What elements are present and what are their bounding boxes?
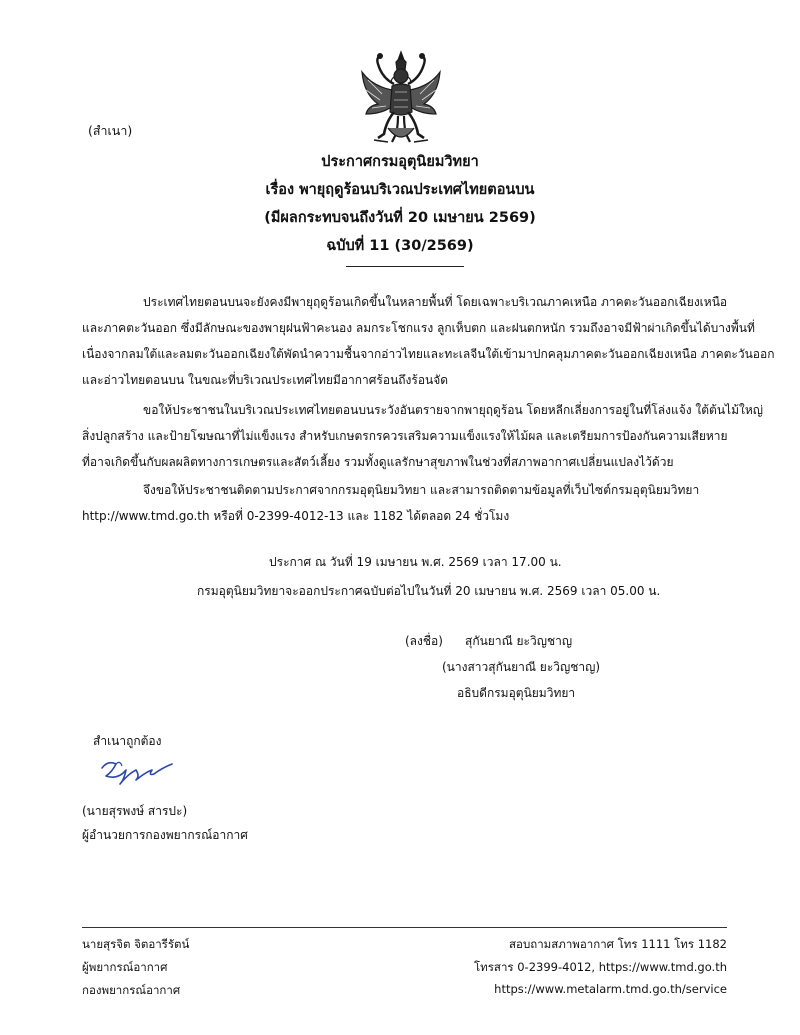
body-paragraph-1 (0, 290, 800, 400)
footer-hotline: สอบถามสภาพอากาศ โทร 1111 โทร 1182 (509, 937, 727, 951)
paragraph-line: ประเทศไทยตอนบนจะยังคงมีพายุฤดูร้อนเกิดขึ้นในหลายพื้นที่ โดยเฉพาะบริเวณภาคเหนือ ภาคตะวันออกเฉียงเหนือ (143, 295, 728, 309)
footer-division: กองพยากรณ์อากาศ (82, 983, 181, 997)
signatory-position: อธิบดีกรมอุตุนิยมวิทยา (457, 686, 576, 700)
announcement-subject: เรื่อง พายุฤดูร้อนบริเวณประเทศไทยตอนบน (265, 182, 535, 198)
signatory-full-name: (นางสาวสุกันยาณี ยะวิญชาญ) (442, 660, 601, 674)
paragraph-line: สิ่งปลูกสร้าง และป้ายโฆษณาที่ไม่แข็งแรง สำหรับเกษตรกรควรเสริมความแข็งแรงให้ไม้ผล และเตรียมการป้องกันความเสียหาย (82, 429, 728, 443)
title-underline (346, 266, 464, 267)
paragraph-line: เนื่องจากลมใต้และลมตะวันออกเฉียงใต้พัดนำความชื้นจากอ่าวไทยและทะเลจีนใต้เข้ามาปกคลุมภาคตะวันออกเฉียงเหนือ ภาคตะวันออก (82, 347, 775, 361)
contact-line: http://www.tmd.go.th หรือที่ 0-2399-4012-13 และ 1182 ได้ตลอด 24 ชั่วโมง (82, 509, 510, 523)
paragraph-line: ขอให้ประชาชนในบริเวณประเทศไทยตอนบนระวังอันตรายจากพายุฤดูร้อน โดยหลีกเลี่ยงการอยู่ในที่โล่งแจ้ง ใต้ต้นไม้ใหญ่ (143, 403, 763, 417)
certifier-name: (นายสุรพงษ์ สารปะ) (82, 804, 188, 818)
announcement-effect: (มีผลกระทบจนถึงวันที่ 20 เมษายน 2569) (264, 210, 536, 226)
footer-divider (82, 927, 727, 928)
certified-copy-label: สำเนาถูกต้อง (93, 734, 162, 748)
garuda-emblem-icon (358, 50, 444, 146)
copy-tag: (สำเนา) (88, 123, 133, 138)
announcement-title: ประกาศกรมอุตุนิยมวิทยา (321, 154, 479, 170)
footer-fax-website-link[interactable]: โทรสาร 0-2399-4012, https://www.tmd.go.th (474, 960, 727, 974)
handwritten-signature-icon (96, 754, 178, 788)
paragraph-line: และอ่าวไทยตอนบน ในขณะที่บริเวณประเทศไทยมีอากาศร้อนถึงร้อนจัด (82, 373, 449, 387)
signed-name: สุกันยาณี ยะวิญชาญ (465, 634, 573, 648)
footer-forecaster-title: ผู้พยากรณ์อากาศ (82, 960, 168, 974)
footer-metalarm-link[interactable]: https://www.metalarm.tmd.go.th/service (494, 982, 727, 996)
paragraph-line: ที่อาจเกิดขึ้นกับผลผลิตทางการเกษตรและสัตว์เลี้ยง รวมทั้งดูแลรักษาสุขภาพในช่วงที่สภาพอากาศเปลี่ยนแปลงไว้ด้วย (82, 455, 674, 469)
certifier-position: ผู้อำนวยการกองพยากรณ์อากาศ (82, 828, 248, 842)
body-paragraph-2 (0, 398, 800, 478)
announcement-issue: ฉบับที่ 11 (30/2569) (326, 238, 474, 254)
next-issue-text: กรมอุตุนิยมวิทยาจะออกประกาศฉบับต่อไปในวันที่ 20 เมษายน พ.ศ. 2569 เวลา 05.00 น. (197, 584, 661, 598)
footer-forecaster-name: นายสุรจิต จิตอารีรัตน์ (82, 937, 190, 951)
paragraph-line: และภาคตะวันออก ซึ่งมีลักษณะของพายุฝนฟ้าคะนอง ลมกระโชกแรง ลูกเห็บตก และฝนตกหนัก รวมถึงอาจมีฟ้าผ่าเกิดขึ้นได้บางพื้นที่ (82, 321, 755, 335)
body-paragraph-3 (0, 478, 800, 534)
issued-text: ประกาศ ณ วันที่ 19 เมษายน พ.ศ. 2569 เวลา 17.00 น. (269, 555, 562, 569)
signed-label: (ลงชื่อ) (405, 634, 443, 648)
paragraph-line: จึงขอให้ประชาชนติดตามประกาศจากกรมอุตุนิยมวิทยา และสามารถติดตามข้อมูลที่เว็บไซต์กรมอุตุนิยมวิทยา (143, 483, 700, 497)
